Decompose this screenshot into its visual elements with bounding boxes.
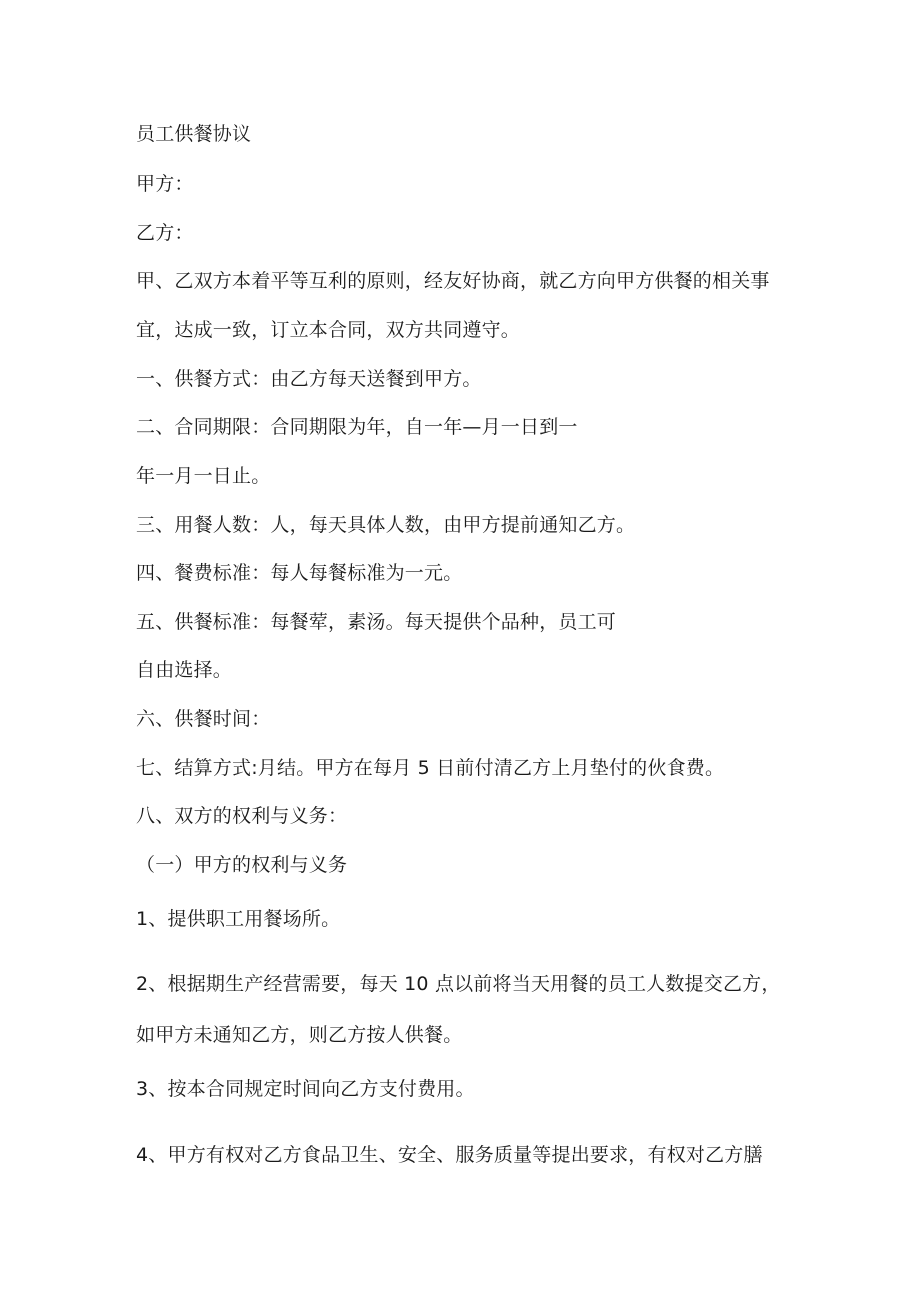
- clause-6-line: 六、供餐时间：: [136, 708, 271, 730]
- intro-line-2: 宜，达成一致，订立本合同，双方共同遵守。: [136, 319, 521, 341]
- clause-3-line: 三、用餐人数：人，每天具体人数，由甲方提前通知乙方。: [136, 514, 636, 536]
- clause-8-line: 八、双方的权利与义务：: [136, 805, 348, 827]
- clause-5-line-2: 自由选择。: [136, 659, 233, 681]
- item-2-line-2: 如甲方未通知乙方，则乙方按人供餐。: [136, 1024, 463, 1046]
- clause-1-line: 一、供餐方式：由乙方每天送餐到甲方。: [136, 368, 482, 390]
- subsection-a-heading: （一）甲方的权利与义务: [136, 854, 348, 876]
- item-1-line: 1、提供职工用餐场所。: [136, 908, 341, 930]
- party-b-line: 乙方：: [136, 222, 194, 244]
- item-3-line: 3、按本合同规定时间向乙方支付费用。: [136, 1078, 475, 1100]
- document-title: 员工供餐协议: [136, 123, 252, 145]
- item-2-line-1: 2、根据期生产经营需要，每天 10 点以前将当天用餐的员工人数提交乙方，: [136, 973, 781, 995]
- clause-2-line-2: 年一月一日止。: [136, 465, 271, 487]
- clause-5-line-1: 五、供餐标准：每餐荤，素汤。每天提供个品种，员工可: [136, 611, 617, 633]
- intro-line-1: 甲、乙双方本着平等互利的原则，经友好协商，就乙方向甲方供餐的相关事: [136, 270, 770, 292]
- clause-2-line-1: 二、合同期限：合同期限为年，自一年—月一日到一: [136, 416, 578, 438]
- party-a-line: 甲方：: [136, 173, 194, 195]
- clause-4-line: 四、餐费标准：每人每餐标准为一元。: [136, 562, 463, 584]
- item-4-line-1: 4、甲方有权对乙方食品卫生、安全、服务质量等提出要求，有权对乙方膳: [136, 1144, 763, 1166]
- clause-7-line: 七、结算方式:月结。甲方在每月 5 日前付清乙方上月垫付的伙食费。: [136, 757, 725, 779]
